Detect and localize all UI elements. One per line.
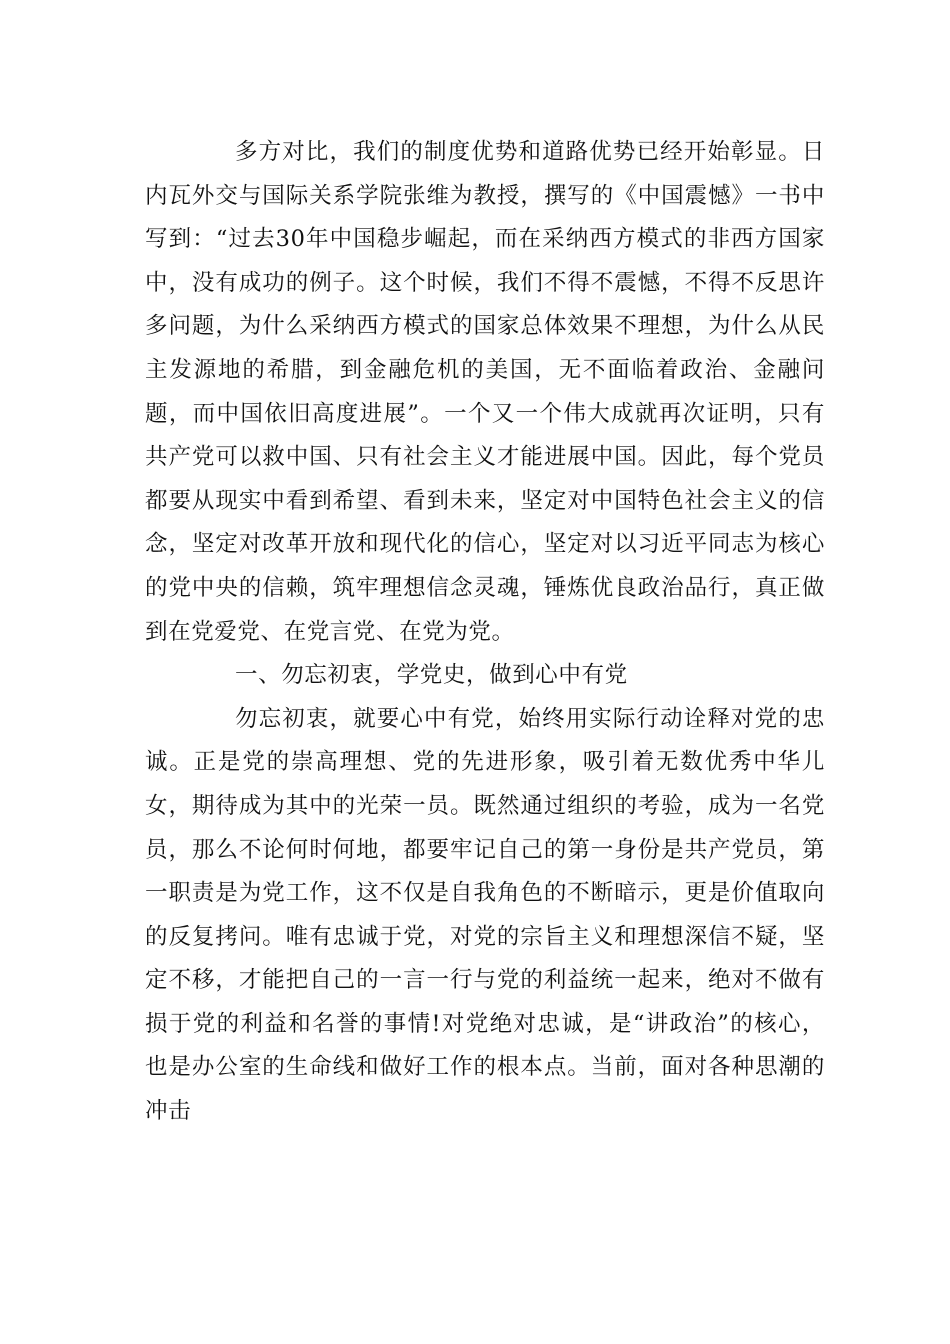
section-heading: 一、勿忘初衷，学党史，做到心中有党 — [235, 662, 628, 689]
document-body — [145, 131, 825, 1134]
paragraph-comparison: 多方对比，我们的制度优势和道路优势已经开始彰显。日内瓦外交与国际关系学院张维为教授，撰写的《中国震憾》一书中写到：“过去30年中国稳步崛起，而在采纳西方模式的非西方国家中，没有成功的例子。这个时候，我们不得不震憾，不得不反思许多问题，为什么采纳西方模式的国家总体效果不理想，为什么从民主发源地的希腊，到金融危机的美国，无不面临着政治、金融问题，而中国依旧高度进展”。一个又一个伟大成就再次证明，只有共产党可以救中国、只有社会主义才能进展中国。因此，每个党员都要从现实中看到希望、看到未来，坚定对中国特色社会主义的信念，坚定对改革开放和现代化的信心，坚定对以习近平同志为核心的党中央的信赖，筑牢理想信念灵魂，锤炼优良政治品行，真正做到在党爱党、在党言党、在党为党。 — [145, 139, 825, 645]
paragraph-original-aspiration: 勿忘初衷，就要心中有党，始终用实际行动诠释对党的忠诚。正是党的崇高理想、党的先进形象，吸引着无数优秀中华儿女，期待成为其中的光荣一员。既然通过组织的考验，成为一名党员，那么不论何时何地，都要牢记自己的第一身份是共产党员，第一职责是为党工作，这不仅是自我角色的不断暗示，更是价值取向的反复拷问。唯有忠诚于党，对党的宗旨主义和理想深信不疑，坚定不移，才能把自己的一言一行与党的利益统一起来，绝对不做有损于党的利益和名誉的事情!对党绝对忠诚，是“讲政治”的核心，也是办公室的生命线和做好工作的根本点。当前，面对各种思潮的冲击 — [145, 705, 825, 1125]
